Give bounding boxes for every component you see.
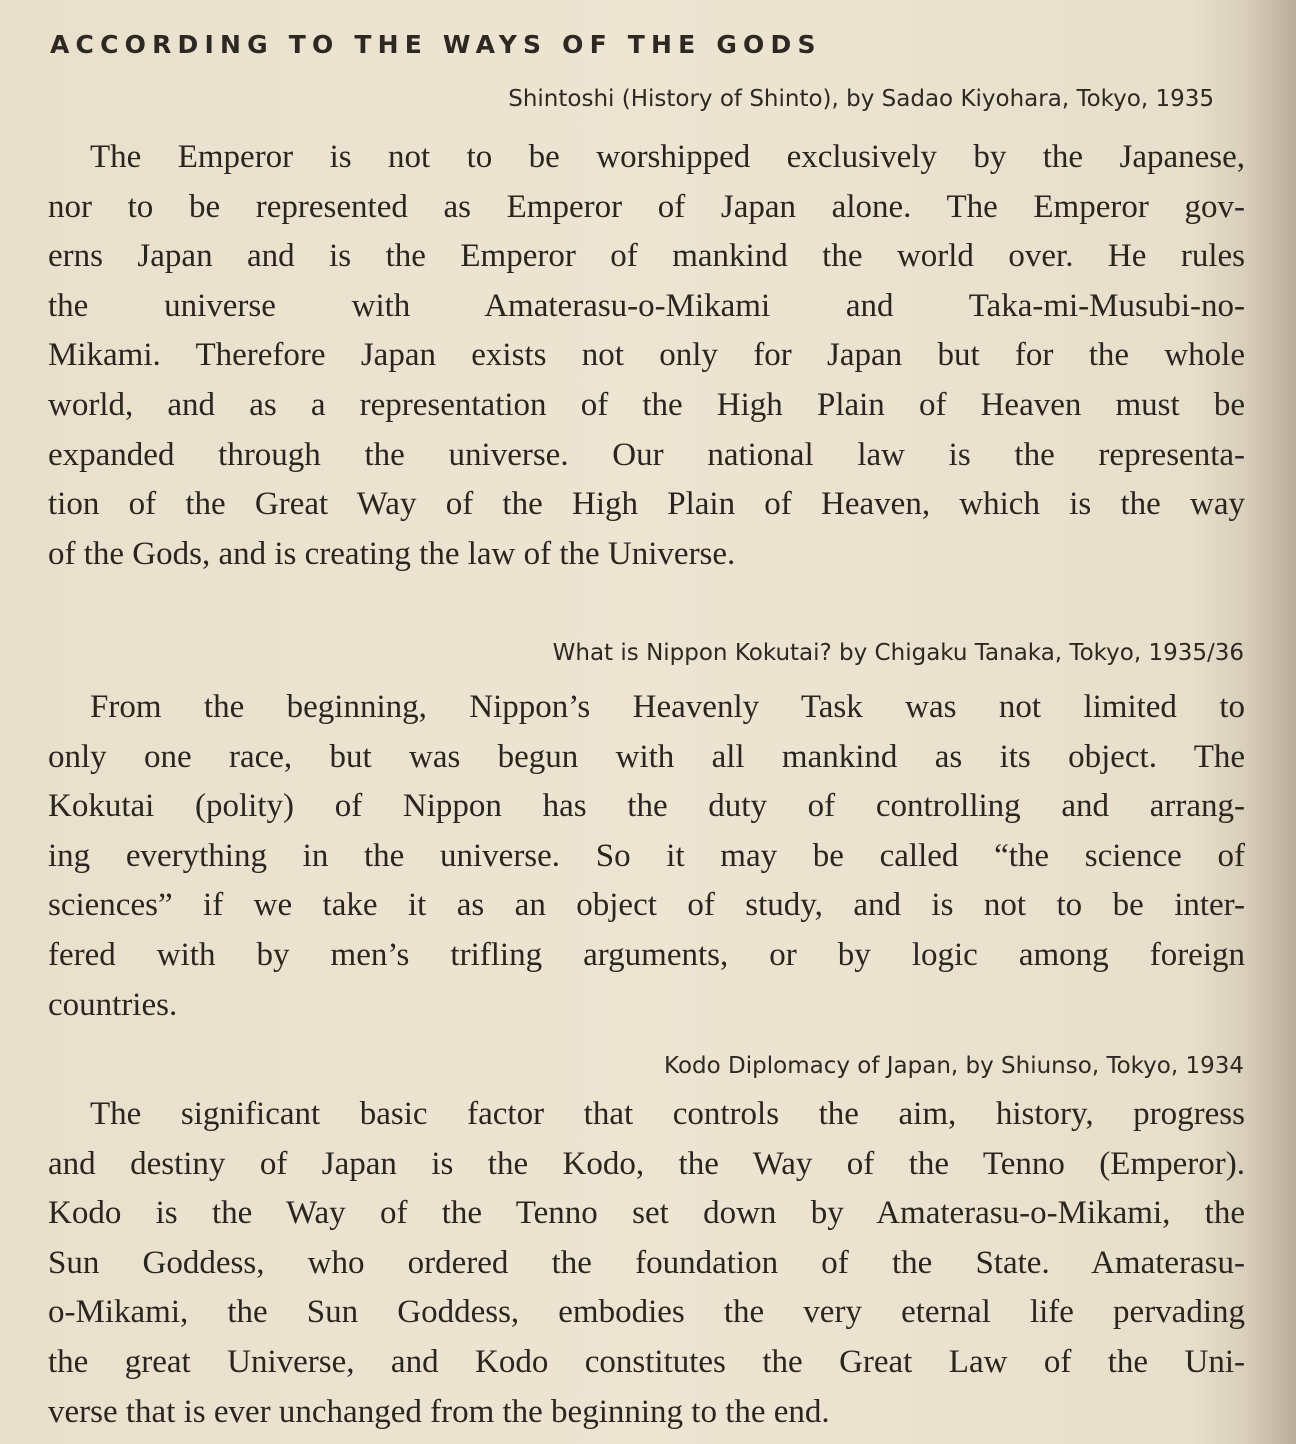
text-line: verse that is ever unchanged from the beginning to the end. [48, 1393, 830, 1430]
text-line: ing everything in the universe. So it may be called “the science of [48, 837, 1245, 874]
text-line: The significant basic factor that controls the aim, history, progress [90, 1096, 1245, 1132]
text-line: countries. [48, 986, 178, 1023]
text-line: world, and as a representation of the High Plain of Heaven must be [48, 386, 1245, 423]
text-line: expanded through the universe. Our national law is the representa- [48, 436, 1245, 473]
text-line: Sun Goddess, who ordered the foundation of the State. Amaterasu- [48, 1244, 1245, 1281]
text-line: and destiny of Japan is the Kodo, the Way of the Tenno (Emperor). [48, 1145, 1245, 1182]
text-line: tion of the Great Way of the High Plain of Heaven, which is the way [48, 486, 1245, 523]
citation-3: Kodo Diplomacy of Japan, by Shiunso, Tokyo, 1934 [664, 1053, 1244, 1079]
paragraph-3 [48, 1090, 1245, 1437]
citation-1: Shintoshi (History of Shinto), by Sadao Kiyohara, Tokyo, 1935 [508, 86, 1214, 112]
text-line: The Emperor is not to be worshipped exclusively by the Japanese, [90, 139, 1245, 175]
text-line: Kodo is the Way of the Tenno set down by Amaterasu-o-Mikami, the [48, 1195, 1245, 1232]
page-heading: ACCORDING TO THE WAYS OF THE GODS [50, 30, 822, 59]
paragraph-1 [48, 133, 1245, 579]
text-line: only one race, but was begun with all mankind as its object. The [48, 738, 1245, 775]
text-line: the universe with Amaterasu-o-Mikami and Taka-mi-Musubi-no- [48, 287, 1245, 324]
text-line: of the Gods, and is creating the law of the Universe. [48, 535, 736, 572]
text-line: fered with by men’s trifling arguments, or by logic among foreign [48, 936, 1245, 973]
citation-2: What is Nippon Kokutai? by Chigaku Tanaka, Tokyo, 1935/36 [552, 640, 1244, 666]
paragraph-2 [48, 683, 1245, 1030]
text-line: Kokutai (polity) of Nippon has the duty of controlling and arrang- [48, 788, 1245, 825]
text-line: Mikami. Therefore Japan exists not only for Japan but for the whole [48, 337, 1245, 374]
text-line: o-Mikami, the Sun Goddess, embodies the very eternal life pervading [48, 1294, 1245, 1331]
text-line: the great Universe, and Kodo constitutes the Great Law of the Uni- [48, 1343, 1245, 1380]
text-line: erns Japan and is the Emperor of mankind the world over. He rules [48, 238, 1245, 275]
text-line: sciences” if we take it as an object of study, and is not to be inter- [48, 887, 1245, 924]
text-line: From the beginning, Nippon’s Heavenly Task was not limited to [90, 689, 1245, 725]
text-line: nor to be represented as Emperor of Japan alone. The Emperor gov- [48, 188, 1245, 225]
